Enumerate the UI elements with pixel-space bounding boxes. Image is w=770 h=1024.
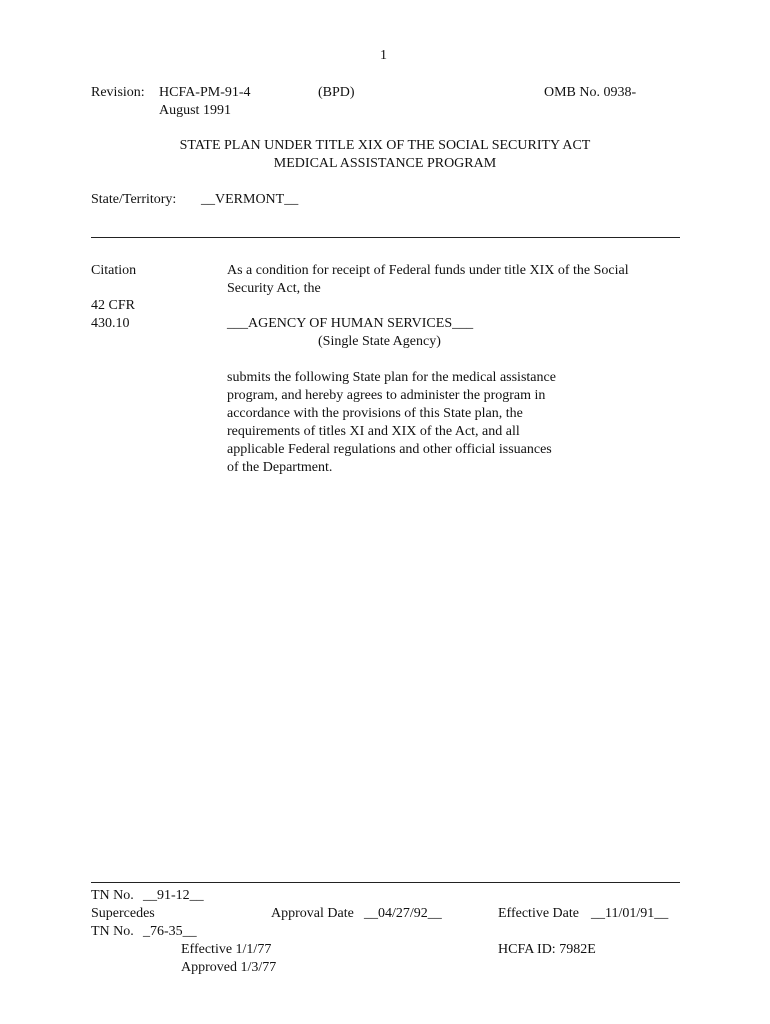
plan-text-line-2: program, and hereby agrees to administer the program in: [227, 388, 546, 403]
bureau-code: (BPD): [318, 85, 355, 100]
effective-date-label: Effective Date: [498, 906, 579, 921]
footer-divider: [91, 882, 680, 883]
approval-date-label: Approval Date: [271, 906, 354, 921]
agency-note: (Single State Agency): [318, 334, 441, 349]
revision-label: Revision:: [91, 85, 145, 100]
citation-cfr: 42 CFR: [91, 298, 135, 313]
intro-line-2: Security Act, the: [227, 281, 321, 296]
approved-old: Approved 1/3/77: [181, 960, 277, 975]
hcfa-id: HCFA ID: 7982E: [498, 942, 596, 957]
state-value: __VERMONT__: [201, 192, 299, 207]
document-title-line1: STATE PLAN UNDER TITLE XIX OF THE SOCIAL SECURITY ACT: [179, 138, 591, 153]
approval-date-value: __04/27/92__: [364, 906, 442, 921]
plan-text-line-4: requirements of titles XI and XIX of the Act, and all: [227, 424, 520, 439]
omb-number: OMB No. 0938-: [544, 85, 637, 100]
citation-section: 430.10: [91, 316, 130, 331]
plan-text-line-1: submits the following State plan for the medical assistance: [227, 370, 556, 385]
agency-name: ___AGENCY OF HUMAN SERVICES___: [227, 316, 474, 331]
revision-date: August 1991: [159, 103, 231, 118]
header-divider: [91, 237, 680, 238]
page-number: 1: [380, 48, 387, 63]
effective-date-value: __11/01/91__: [591, 906, 669, 921]
citation-label: Citation: [91, 263, 137, 278]
effective-old: Effective 1/1/77: [181, 942, 272, 957]
plan-text-line-6: of the Department.: [227, 460, 333, 475]
plan-text-line-3: accordance with the provisions of this State plan, the: [227, 406, 523, 421]
document-title-line2: MEDICAL ASSISTANCE PROGRAM: [273, 156, 497, 171]
supercedes-label: Supercedes: [91, 906, 155, 921]
tn2-label: TN No.: [91, 924, 134, 939]
tn-label: TN No.: [91, 888, 134, 903]
revision-id: HCFA-PM-91-4: [159, 85, 251, 100]
plan-text-line-5: applicable Federal regulations and other official issuances: [227, 442, 552, 457]
tn-value: __91-12__: [143, 888, 204, 903]
state-label: State/Territory:: [91, 192, 177, 207]
tn2-value: _76-35__: [143, 924, 197, 939]
intro-line-1: As a condition for receipt of Federal funds under title XIX of the Social: [227, 263, 629, 278]
